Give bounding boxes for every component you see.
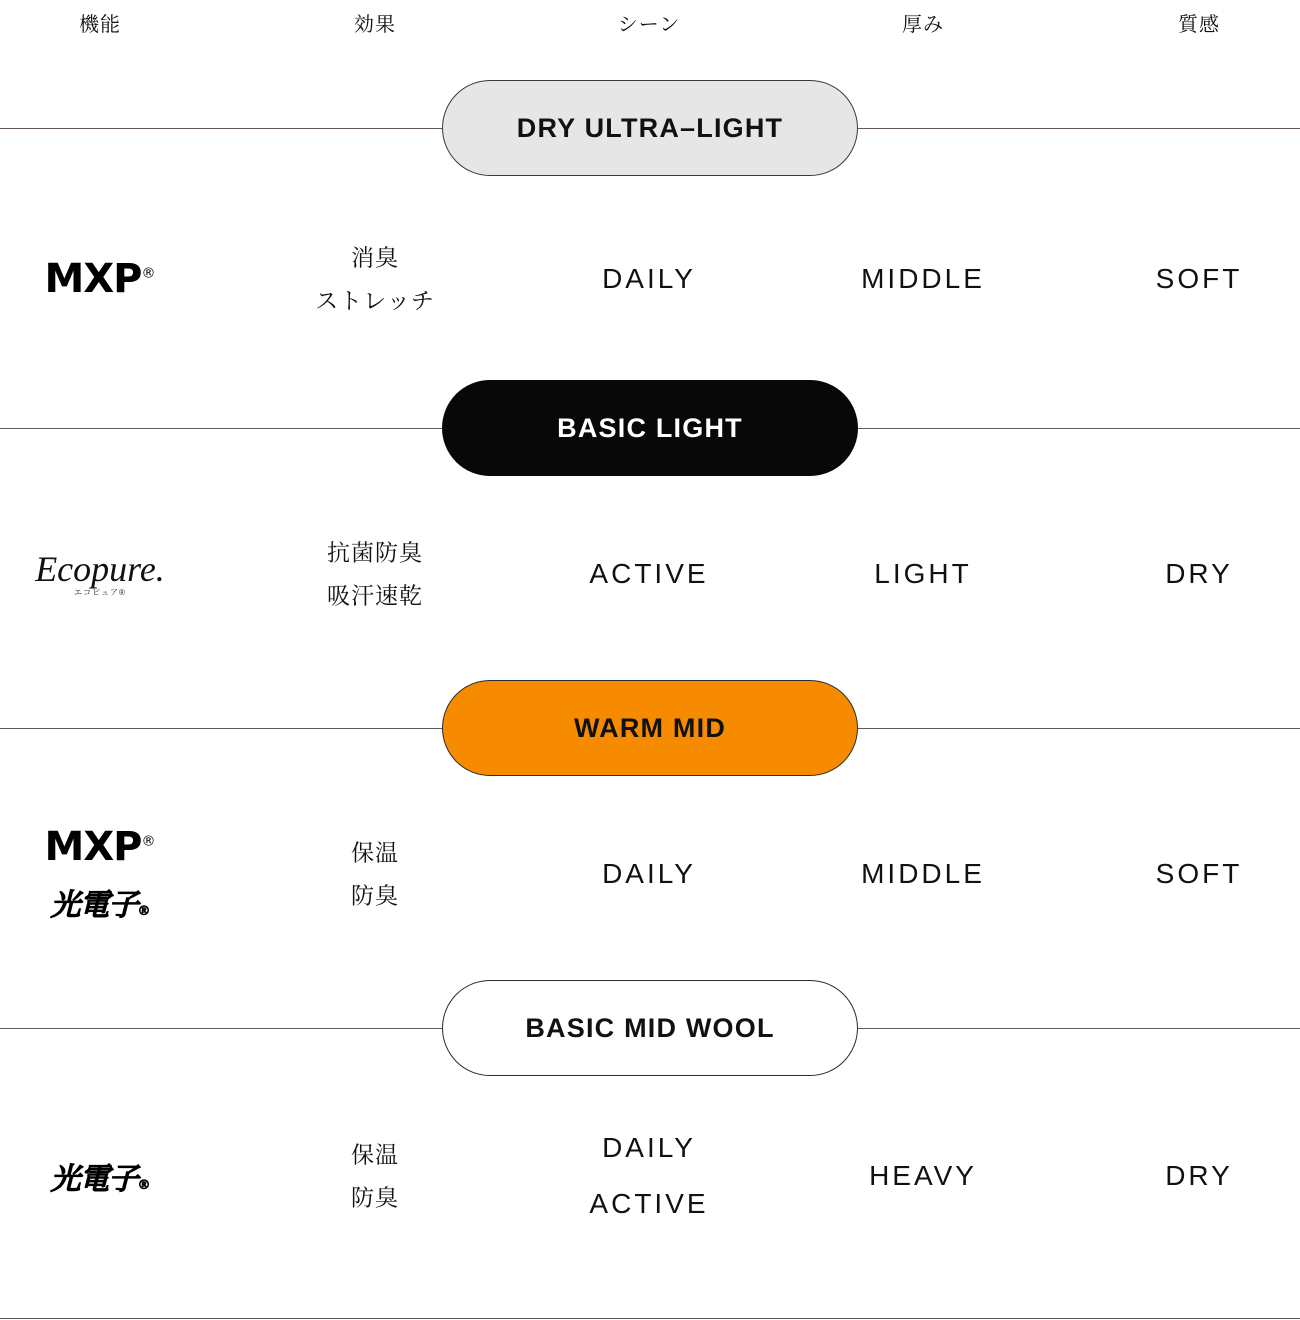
table-row-4-scene — [589, 1120, 708, 1232]
category-pill-dry-ultra-light[interactable]: DRY ULTRA–LIGHT — [442, 80, 858, 176]
column-header-effect: 効果 — [354, 14, 396, 36]
table-row-2-thickness: LIGHT — [874, 558, 972, 589]
column-header-texture: 質感 — [1178, 14, 1220, 36]
effect-line: ストレッチ — [315, 287, 435, 313]
table-row-3-thickness: MIDDLE — [861, 858, 985, 889]
column-header-function: 機能 — [79, 14, 121, 36]
effect-line: 保温 — [351, 839, 399, 866]
category-pill-warm-mid[interactable]: WARM MID — [442, 680, 858, 776]
table-row-2-texture: DRY — [1165, 558, 1233, 589]
table-row-4-effect — [351, 1133, 399, 1218]
table-row-3-effect — [351, 831, 399, 916]
table-row-2-brand-logos — [35, 551, 165, 597]
scene-line: DAILY — [602, 1132, 696, 1163]
mxp-logo: MXP® — [44, 824, 156, 870]
table-row-2-scene: ACTIVE — [589, 558, 709, 589]
column-header-thickness: 厚み — [902, 14, 944, 36]
category-pill-basic-mid-wool[interactable]: BASIC MID WOOL — [442, 980, 858, 1076]
table-row-4-texture: DRY — [1165, 1160, 1233, 1191]
column-header-scene: シーン — [617, 14, 681, 36]
category-pill-basic-light[interactable]: BASIC LIGHT — [442, 380, 858, 476]
divider-line-5 — [0, 1318, 1300, 1319]
table-row-1-texture: SOFT — [1155, 263, 1243, 294]
table-row-2-effect — [327, 531, 423, 616]
table-row-3-texture: SOFT — [1155, 858, 1243, 889]
ecopure-logo: Ecopure. エコピュア® — [35, 549, 165, 597]
effect-line: 防臭 — [351, 882, 399, 908]
mxp-logo: MXP® — [44, 256, 156, 302]
ecopure-logo-subtext: エコピュア® — [74, 588, 126, 597]
table-row-4-brand-logos — [51, 1154, 150, 1198]
kodenshi-logo: 光電子® — [50, 1162, 150, 1197]
table-row-3-scene: DAILY — [602, 858, 696, 889]
scene-line: ACTIVE — [589, 1188, 709, 1219]
effect-line: 保温 — [351, 1141, 399, 1168]
table-header-row — [0, 0, 1300, 56]
table-row-3-brand-logos — [45, 824, 156, 924]
table-row-1-effect — [315, 236, 435, 321]
effect-line: 抗菌防臭 — [327, 539, 423, 566]
kodenshi-logo: 光電子® — [50, 888, 150, 923]
table-row-1-thickness: MIDDLE — [861, 263, 985, 294]
table-row-4-thickness: HEAVY — [869, 1160, 977, 1191]
effect-line: 防臭 — [351, 1184, 399, 1210]
effect-line: 消臭 — [351, 244, 399, 271]
effect-line: 吸汗速乾 — [327, 582, 423, 608]
table-row-1-brand-logos — [45, 256, 156, 302]
table-row-1-scene: DAILY — [602, 263, 696, 294]
